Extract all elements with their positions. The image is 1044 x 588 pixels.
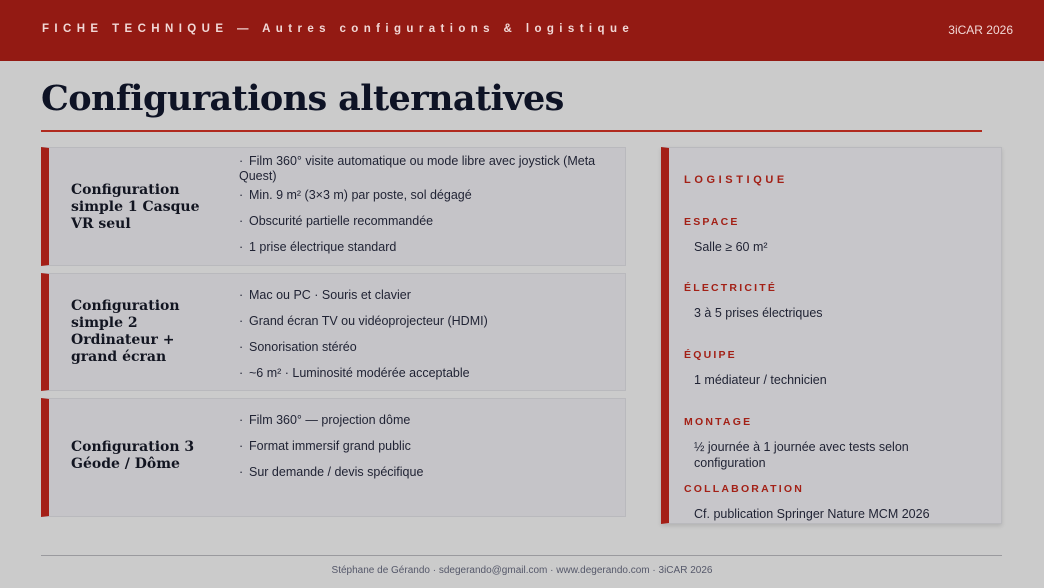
config-card-1 bbox=[41, 147, 626, 266]
logistics-value: ½ journée à 1 journée avec tests selon configuration bbox=[694, 440, 909, 470]
logistics-value: Salle ≥ 60 m² bbox=[694, 240, 768, 254]
footer-divider bbox=[41, 555, 1002, 556]
logistics-value: 3 à 5 prises électriques bbox=[694, 306, 823, 320]
logistics-label: MONTAGE bbox=[684, 416, 753, 428]
logistics-section-montage bbox=[684, 416, 984, 471]
config-name: Configuration 3 Géode / Dôme bbox=[71, 439, 195, 472]
header-title: FICHE TECHNIQUE — Autres configurations & logistique bbox=[42, 23, 635, 35]
config-item: · Format immersif grand public bbox=[239, 439, 411, 453]
config-item: · Grand écran TV ou vidéoprojecteur (HDMI) bbox=[239, 314, 488, 328]
config-item: · Film 360° visite automatique ou mode libre avec joystick (Meta Quest) bbox=[239, 154, 596, 183]
logistics-section-electricite bbox=[684, 282, 984, 321]
config-name: Configuration simple 1 Casque VR seul bbox=[71, 182, 200, 232]
logistics-section-equipe bbox=[684, 349, 984, 388]
config-item: · Film 360° — projection dôme bbox=[239, 413, 411, 427]
config-name: Configuration simple 2 Ordinateur + grand écran bbox=[71, 298, 180, 365]
logistics-section-collaboration bbox=[684, 483, 984, 522]
logistics-section-espace bbox=[684, 216, 984, 255]
config-item: · ~6 m² · Luminosité modérée acceptable bbox=[239, 366, 470, 380]
logistics-label: COLLABORATION bbox=[684, 483, 804, 495]
config-card-3 bbox=[41, 398, 626, 517]
page-title: Configurations alternatives bbox=[41, 78, 564, 119]
config-item: · Sur demande / devis spécifique bbox=[239, 465, 424, 479]
config-item: · Min. 9 m² (3×3 m) par poste, sol dégagé bbox=[239, 188, 472, 202]
logistics-label: ÉQUIPE bbox=[684, 349, 737, 361]
config-item: · Mac ou PC · Souris et clavier bbox=[239, 288, 411, 302]
header-bar bbox=[0, 0, 1044, 61]
logistics-value: Cf. publication Springer Nature MCM 2026 bbox=[694, 507, 930, 521]
title-divider bbox=[41, 130, 982, 132]
logistics-heading: LOGISTIQUE bbox=[684, 174, 788, 186]
logistics-label: ESPACE bbox=[684, 216, 740, 228]
logistics-panel bbox=[661, 147, 1002, 524]
logistics-label: ÉLECTRICITÉ bbox=[684, 282, 778, 294]
footer-text: Stéphane de Gérando · sdegerando@gmail.com · www.degerando.com · 3iCAR 2026 bbox=[331, 565, 713, 576]
header-event: 3iCAR 2026 bbox=[948, 23, 1013, 37]
config-card-2 bbox=[41, 273, 626, 391]
logistics-value: 1 médiateur / technicien bbox=[694, 373, 827, 387]
config-item: · Sonorisation stéréo bbox=[239, 340, 357, 354]
config-item: · Obscurité partielle recommandée bbox=[239, 214, 434, 228]
config-item: · 1 prise électrique standard bbox=[239, 240, 397, 254]
